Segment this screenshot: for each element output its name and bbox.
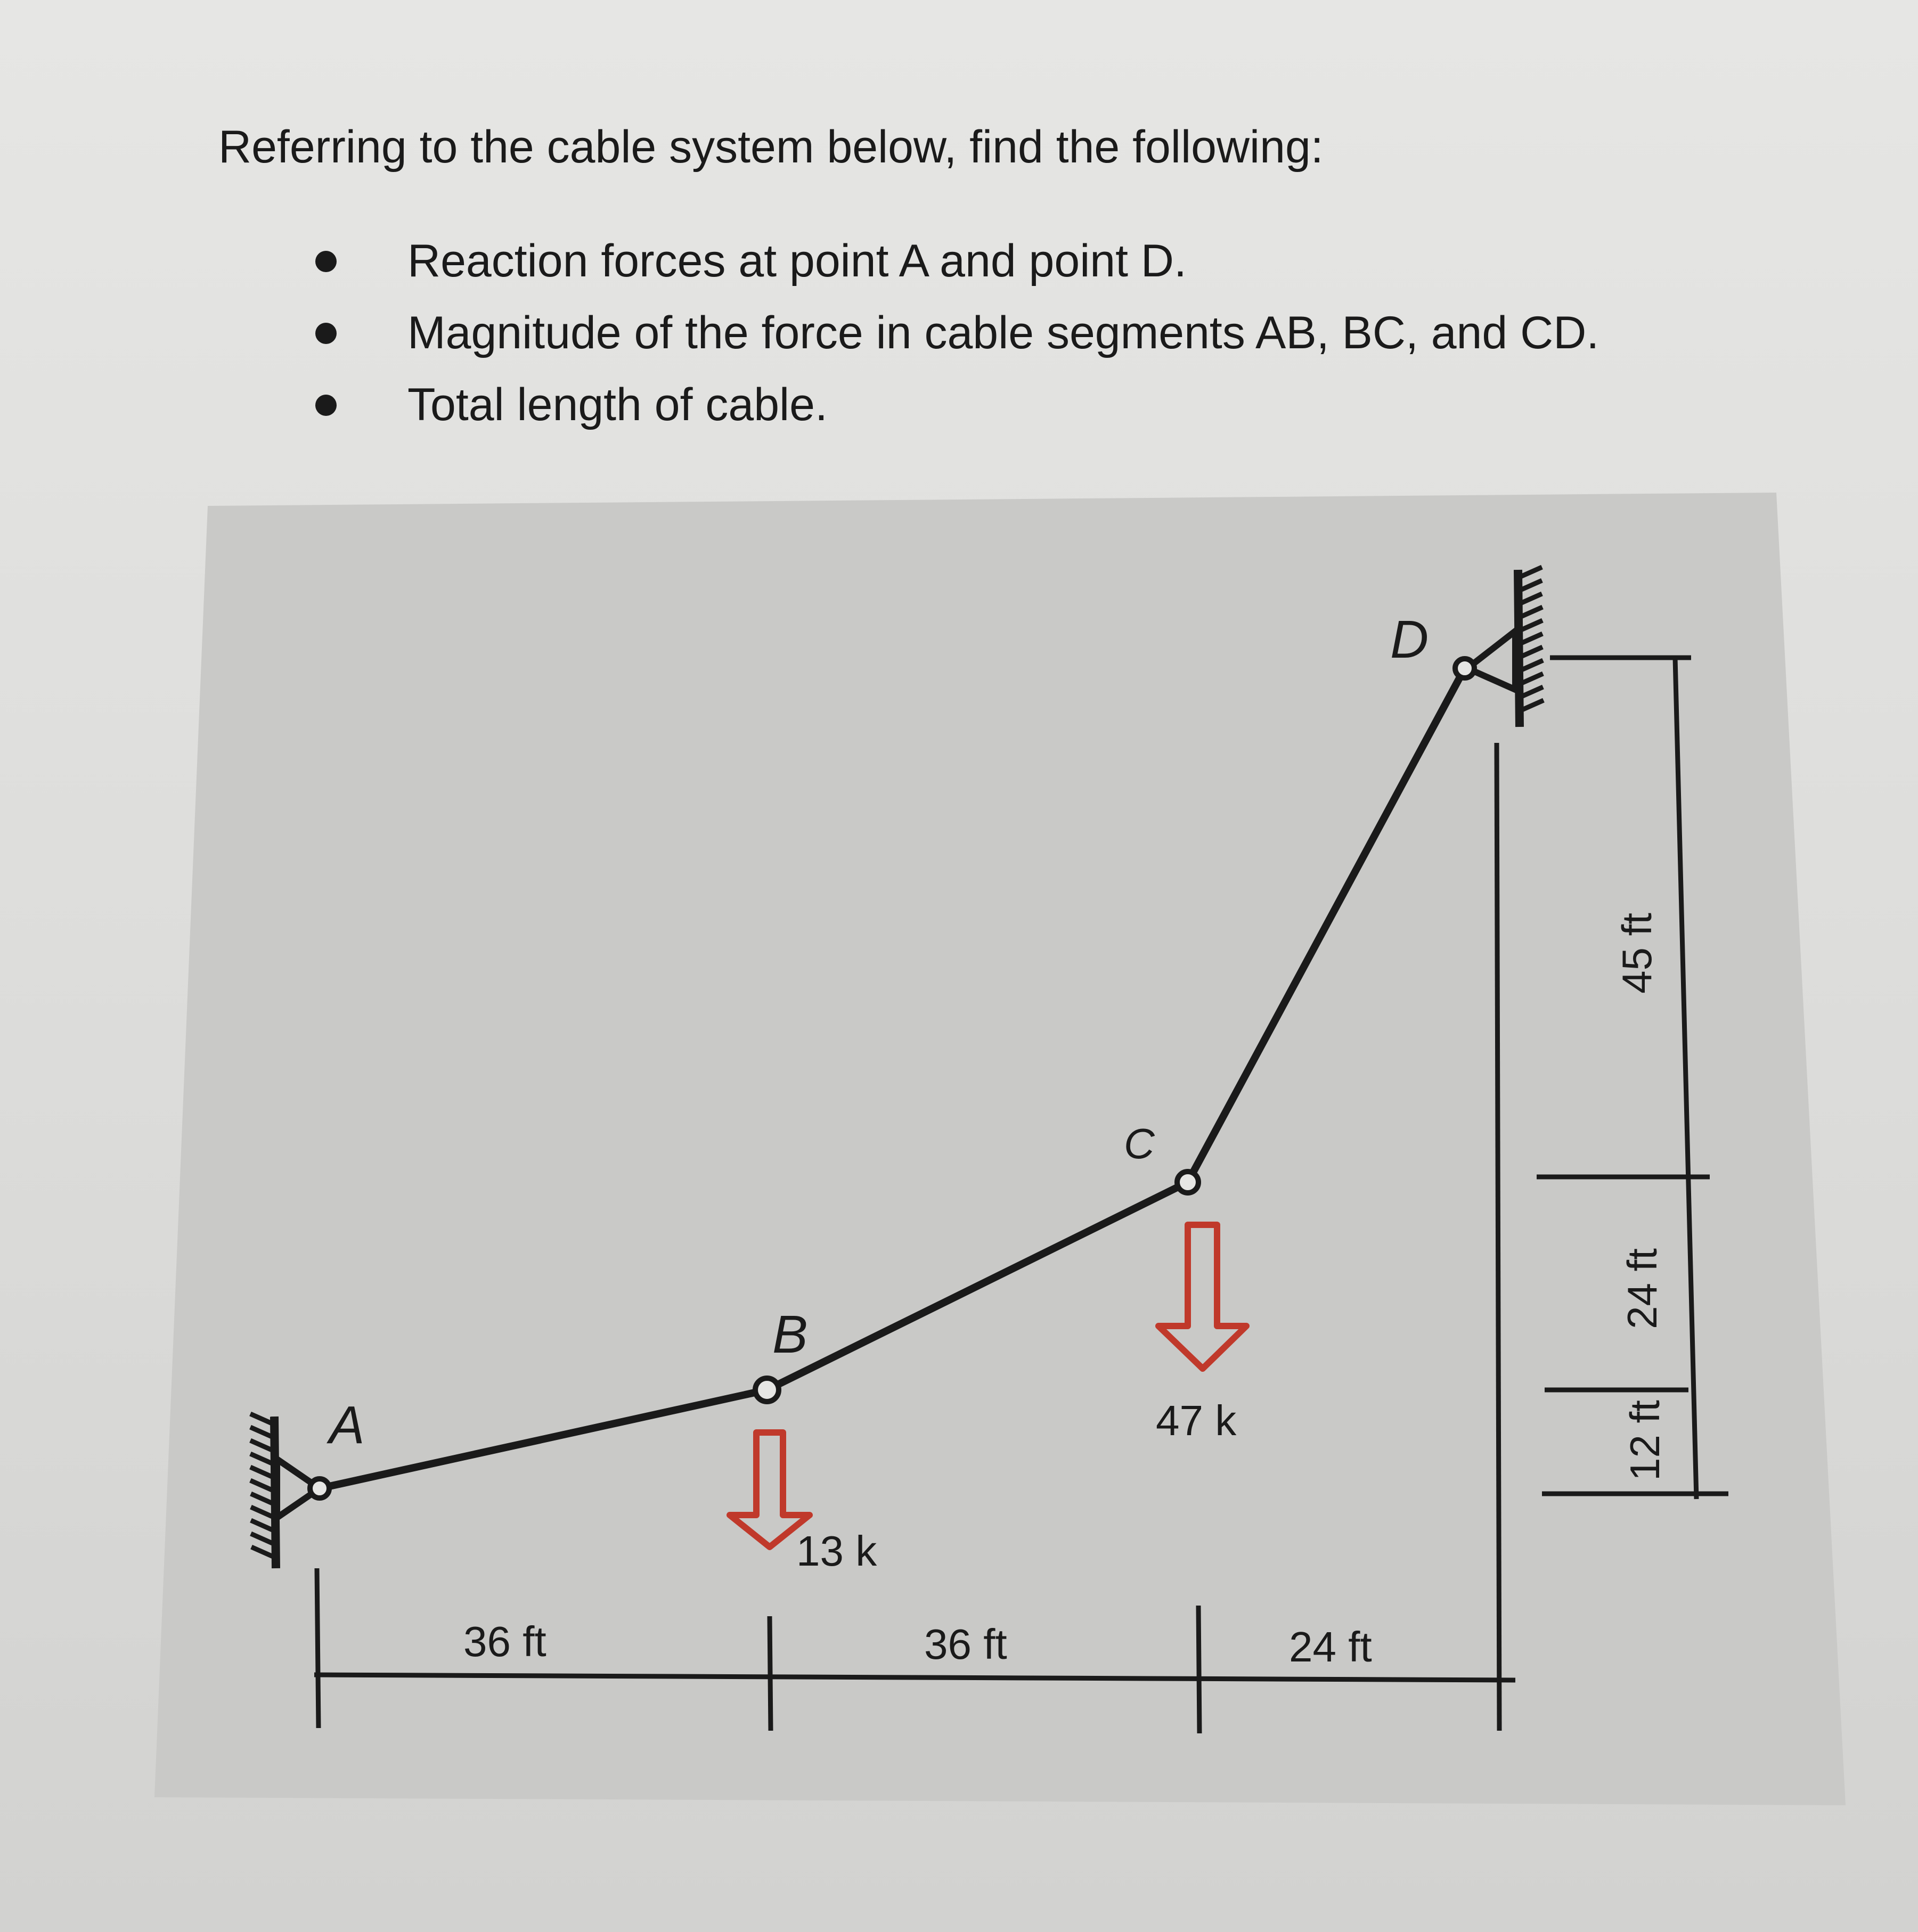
- dim-label-24: 24 ft: [1619, 1248, 1666, 1329]
- diagram-panel: [154, 493, 1846, 1805]
- point-label-c: C: [1124, 1120, 1155, 1167]
- load-label-c: 47 k: [1156, 1397, 1237, 1444]
- point-label-a: A: [329, 1395, 365, 1455]
- point-label-d: D: [1390, 610, 1429, 669]
- load-label-b: 13 k: [796, 1527, 877, 1575]
- question-title: Referring to the cable system below, find the following:: [218, 121, 1324, 173]
- point-label-b: B: [772, 1305, 808, 1364]
- question-item-text: Reaction forces at point A and point D.: [407, 235, 1187, 287]
- dim-label-45: 45 ft: [1613, 913, 1660, 994]
- dim-label-cd: 24 ft: [1289, 1623, 1372, 1671]
- joint-b: [755, 1378, 779, 1402]
- joint-d: [1455, 659, 1474, 678]
- joint-a: [310, 1479, 329, 1498]
- question-item-text: Total length of cable.: [407, 379, 828, 431]
- question-item-text: Magnitude of the force in cable segments AB, BC, and CD.: [407, 307, 1599, 359]
- dim-label-12: 12 ft: [1621, 1400, 1668, 1481]
- joint-c: [1177, 1172, 1198, 1193]
- dim-label-ab: 36 ft: [463, 1618, 546, 1665]
- dim-label-bc: 36 ft: [924, 1620, 1007, 1668]
